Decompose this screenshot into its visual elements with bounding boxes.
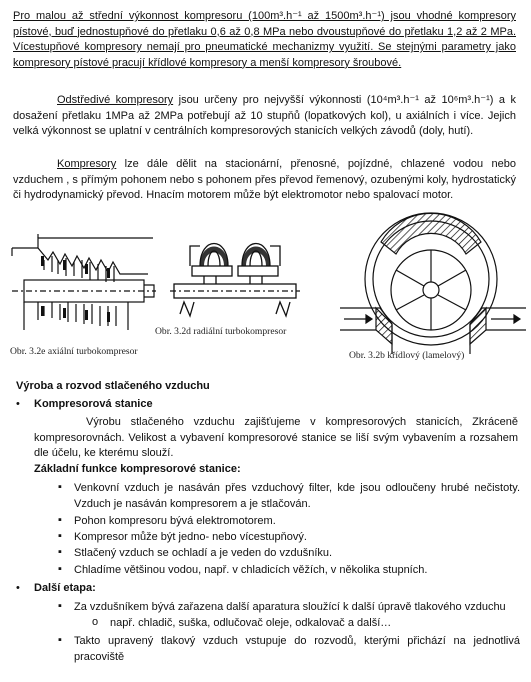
vane-compressor-caption: Obr. 3.2b křídlový (lamelový) [349, 350, 465, 361]
square-bullet-icon: ▪ [58, 481, 62, 493]
centrifugal-paragraph [13, 93, 516, 140]
section-title: Výroba a rozvod stlačeného vzduchu [16, 380, 210, 392]
radial-compressor-figure [170, 226, 300, 321]
station-text: Výrobu stlačeného vzduchu zajišťujeme v kompresorových stanicích, Zkráceně kompresorovnách. Velikost a vybavení kompresorové stanice se liší svým vybavením a rozsahem dle účelu, ke kterému slouží. [34, 416, 518, 459]
vane-compressor-figure [336, 204, 526, 354]
centrifugal-term: Odstředivé kompresory [57, 94, 174, 106]
bullet-icon: • [16, 398, 20, 410]
functions-title: Základní funkce kompresorové stanice: [34, 463, 241, 475]
square-bullet-icon: ▪ [58, 563, 62, 575]
next-stage-title: Další etapa: [34, 582, 96, 594]
axial-compressor-caption: Obr. 3.2e axiální turbokompresor [10, 346, 138, 357]
function-item: Chladíme většinou vodou, např. v chladicích věžích, v několika stupních. [74, 564, 428, 576]
square-bullet-icon: ▪ [58, 546, 62, 558]
function-item: Venkovní vzduch je nasáván přes vzduchový filter, kde jsou odloučeny hrubé nečistoty. Vzduch je nasáván kompresorem a je stlačován. [74, 482, 520, 510]
station-title: Kompresorová stanice [34, 398, 153, 410]
centrifugal-text: jsou určeny pro nejvyšší výkonnosti (10⁴m³.h⁻¹ až 10⁶m³.h⁻¹) a k dosažení přetlaku 1MPa až 2MPa potřebují až 10 stupňů (lopatkových kol), u axiálních i více. Jejich velká výkonnost se uplatní v centrálních kompresorových stanicích velkých závodů (doly, hutí). [13, 94, 516, 138]
intro-paragraph: Pro malou až střední výkonnost kompresoru (100m³.h⁻¹ až 1500m³.h⁻¹) jsou vhodné kompresory pístové, buď jednostupňové do přetlaku 0,6 až 0,8 MPa nebo dvoustupňové do přetlaku 1,2 až 2 MPa. Vícestupňové kompresory nemají pro pneumatické mechanizmy využití. Se stejnými parametry jako kompresory pístové pracují křídlové kompresory a menší kompresory šroubové. [13, 10, 516, 69]
bullet-icon: • [16, 582, 20, 594]
function-item: Stlačený vzduch se ochladí a je veden do vzdušníku. [74, 547, 333, 559]
function-item: Kompresor může být jedno- nebo vícestupňový. [74, 531, 307, 543]
function-item: Pohon kompresoru bývá elektromotorem. [74, 515, 276, 527]
square-bullet-icon: ▪ [58, 530, 62, 542]
square-bullet-icon: ▪ [58, 634, 62, 646]
types-text: lze dále dělit na stacionární, přenosné, pojízdné, chlazené vodou nebo vzduchem , s přímým pohonem nebo s pohonem přes převod řemenový, ozubenými koly, hydrostatický či hydrodynamický převod. Hnacím motorem může být elektromotor nebo spalovací motor. [13, 158, 516, 202]
circle-bullet-icon: o [92, 616, 99, 628]
axial-compressor-figure [8, 230, 158, 335]
square-bullet-icon: ▪ [58, 514, 62, 526]
types-term: Kompresory [57, 158, 117, 170]
radial-compressor-caption: Obr. 3.2d radiální turbokompresor [155, 326, 287, 337]
next-stage-item: Takto upravený tlakový vzduch vstupuje do rozvodů, kterými přichází na jednotlivá pracoviště [74, 635, 520, 663]
square-bullet-icon: ▪ [58, 600, 62, 612]
next-stage-subitem: např. chladič, suška, odlučovač oleje, odkalovač a další… [110, 617, 392, 629]
types-paragraph [13, 157, 516, 204]
next-stage-item: Za vzdušníkem bývá zařazena další aparatura sloužící k další úpravě tlakového vzduchu [74, 601, 506, 613]
